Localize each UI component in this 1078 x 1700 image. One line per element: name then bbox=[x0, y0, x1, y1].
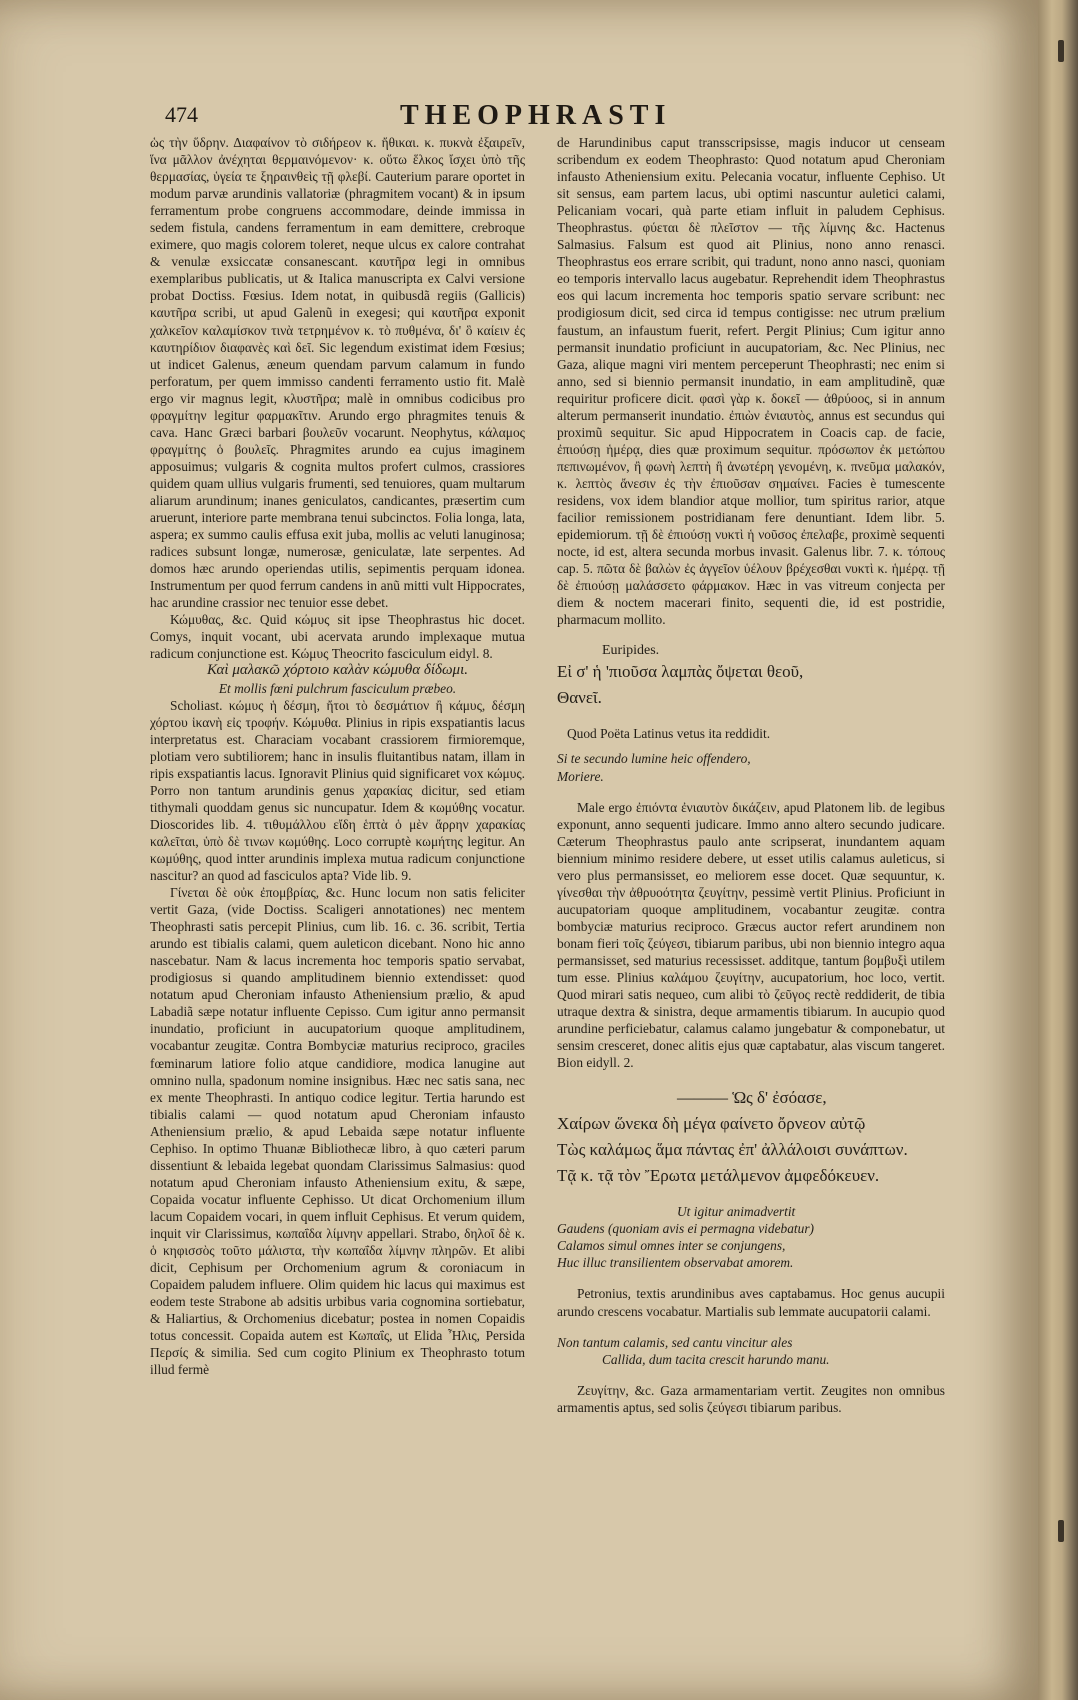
latin-verse: Moriere. bbox=[557, 768, 604, 784]
bion-greek-line: Τὼς καλάμως ἅμα πάντας ἐπ' ἀλλάλοισι συνάπτων. bbox=[557, 1140, 908, 1160]
page-header bbox=[165, 100, 995, 136]
paragraph: Ζευγίτην, &c. Gaza armamentariam vertit. Zeugites non omnibus armamentis aptus, sed solis ζεύγεσι tibiarum paribus. bbox=[557, 1382, 945, 1415]
bion-greek-line: ——— Ὡς δ' ἐσόασε, bbox=[677, 1088, 827, 1108]
latin-intro: Quod Poëta Latinus vetus ita reddidit. bbox=[567, 726, 771, 742]
bion-latin-line: Huc illuc transilientem observabat amorem. bbox=[557, 1255, 794, 1271]
paragraph: Γίνεται δὲ οὐκ ἐπομβρίας, &c. Hunc locum non satis feliciter vertit Gaza, (vide Doctiss. Scaligeri annotationes) nec mentem Theophrasti satis percepit Plinius, cum lib. 16. c. 36. scribit, Tertia arundo est tibialis calami, quem auleticon dicebant. Nono hic anno nascebatur. Nam & lacus incrementa hoc temporis spatio servabat, prodigiosus si quando amplitudinem biennio extendisset: quod notatum apud Cheroniam infausto Atheniensium prælio, & apud Labadiã sæpe notatur influente Cepisso. Cum igitur anno permansit inundatio, proficiunt in aucupatorium quoque amplitudinem, vocabantur zeugitæ. Contra Bombyciæ maturius reciproco, graciles fœminarum latiore folio atque candidiore, modica lanugine aut omnino nulla, spadonum nomine insignibus. Hæc nec satis sana, nec ex mente Theophrasti. In antiquo codice legitur. Tertia harundo est tibialis calami — quod notatum apud Cheroniam infausto Atheniensium prælio, & apud Lebaida sæpe notatur influente Cephiso. In optimo Thuanæ Bibliothecæ libro, à quo cæteri parum dissentiunt & lebaida legebat quondam Clarissimus Salmasius: quod notatum apud Cheroniam infausto Atheniensium exitu, & sæpe, Copaida vocatur influente Cephisso. Ut dicat Orchomenium illum lacum Copaidem vocari, in quem influit Cephisus. Et verum quidem, inquit vir Clarissimus, κωπαΐδα λίμνην appellari. Strabo, δηλοῖ δὲ κ. ὁ κηφισσὸς τοῦτο μάλιστα, τὴν κωπαΐδα λίμνην πληρῶν. Et alibi dicit, Cephisum per Orchomenium agrum & coroniacum in Copaidem paludem influere. Olim quidem hic lacus qui maximus est eodem teste Strabone ab adsitis urbibus varia cognomina sortiebatur, & Haliartius, & Orchomenius dicebatur; postea in nomen Copaidis totus concessit. Copaida autem est Κωπαΐς, ut Elida Ἦλις, Persida Περσίς & similia. Sed cum cogito Plinium ex Theophrasto totum illud fermè bbox=[150, 885, 525, 1378]
euripides-greek: Εἰ σ' ἡ 'πιοῦσα λαμπὰς ὄψεται θεοῦ, bbox=[557, 662, 804, 682]
bion-latin-line: Gaudens (quoniam avis ei permagna videbatur) bbox=[557, 1221, 814, 1237]
bion-greek-line: Τᾷ κ. τᾷ τὸν Ἔρωτα μετάλμενον ἀμφεδόκευεν. bbox=[557, 1166, 880, 1186]
verse-latin: Et mollis fœni pulchrum fasciculum præbeo. bbox=[218, 680, 457, 696]
left-column bbox=[150, 134, 525, 1378]
latin-verse: Si te secundo lumine heic offendero, bbox=[557, 751, 751, 767]
bion-greek-line: Χαίρων ὥνεκα δὴ μέγα φαίνετο ὄρνεον αὐτῷ bbox=[557, 1114, 866, 1134]
paragraph: Κώμυθας, &c. Quid κώμυς sit ipse Theophrastus hic docet. Comys, inquit vocant, ubi acervata arundo implexaque mutua radicum conjunctione est. Κώμυς Theocrito fasciculum eidyl. 8. bbox=[150, 612, 525, 662]
paragraph: Male ergo ἐπιόντα ἐνιαυτὸν δικάζειν, apud Platonem lib. de legibus exponunt, anno sequenti judicare. Immo anno altero secundo judicare. Cæterum Theophrastus paulo ante scripserat, inundantem aquam biennium minimo residere debere, ut esset utilis calamus auleticus, si vero plus permansisset, eo meliorem esse docet. Quæ sequuntur, κ. γίνεσθαι τὴν ἀθρυοότητα ζευγίτην, pessimè vertit Plinius. Proficiunt in aucupatoriam quoque amplitudinem, vocabantur zeugitæ. contra bombyciæ maturius reciproco. Græcus auctor refert arundinem non bonam fieri τοῖς ζεύγεσι, tibiarum paribus, ubi non biennio integro aqua permansisset, sed maturius recessisset. additque, tantum βομβυξὶ utilem tum esse. Plinius καλάμου ζευγίτην, aucupatorium, hoc loco, vertit. Quod mirari satis nequeo, cum alibi τὸ ζεῦγος rectè reddiderit, de tibia utraque dextra & sinistra, deque armamentis tibiarum. In aucupio quod arundine perficiebatur, calamus calamo jungebatur & componebatur, ut sensim cresceret, donec alitis ejus quæ captabatur, alas viscum tangeret. Bion eidyll. 2. bbox=[557, 799, 945, 1071]
edge-mark bbox=[1058, 40, 1064, 62]
euripides-greek: Θανεῖ. bbox=[557, 688, 602, 708]
paragraph: Petronius, textis arundinibus aves captabamus. Hoc genus aucupii arundo crescens vocabatur. Martialis sub lemmate aucupatorii calami. bbox=[557, 1286, 945, 1319]
martial-line: Callida, dum tacita crescit harundo manu. bbox=[602, 1351, 830, 1367]
edge-mark bbox=[1058, 1520, 1064, 1542]
right-column bbox=[557, 134, 945, 1416]
paragraph: de Harundinibus caput transscripsisse, magis inducor ut censeam scribendum ex eodem Theophrasto: Quod notatum apud Cheroniam infausto Atheniensium exitu. Pelecania vocatur, influente Cephiso. Ut sit sensus, eam partem lacus, ubi optimi nascuntur auletici calami, Pelicaniam vocari, quà parte etiam influit in paludem Cephisus. Theophrastus. φύεται δὲ πλεῖστον — τῆς λίμνης &c. Hactenus Salmasius. Falsum est quod ait Plinius, nono anno renasci. Theophrastus eos errare scribit, qui tradunt, nono anno nasci, quoniam eo temporis intervallo lacus augebatur. Reprehendit idem Theophrastus eos qui lacum incrementa hoc temporis spatio servare scribunt: nec prodigiosum dicit, sed circa id tempus contigisse: nec utrum prælium faustum, an infaustum fuerit, refert. Pergit Plinius; Cum igitur anno permansit inundatio proficiunt in aucupatoriam, &c. Nec Plinius, nec Gaza, alique magni viri mentem perceperunt Theophrasti; nec enim si anno, sed si biennio permansit inundatio, in eam amplitudinẽ, quæ requiritur proficere dicit. φασὶ γὰρ κ. δοκεῖ — ἀθρύοος, si in annum alterum permanserit inundatio. ἐπιὼν ἐνιαυτὸς, annus est secundus qui proximũ sequitur. Sic apud Hippocratem in Coacis cap. de facie, ἐπιούσῃ ἡμέρᾳ, dies quæ proximum sequitur. πρόσωπον ἐκ μετώπου πεπινωμένον, ἢ φωνὴ λεπτὴ ἢ ἀνωτέρη γενομένη, κ. πνεῦμα μαλακόν, κ. λεπτὸς ἄνεσιν ἐς τὴν ἐπιοῦσαν σημαίνει. Facies è tumescente residens, vox idem blandior atque mollior, tum spiritus rarior, atque facilior remissionem postridianam fere denuntiant. Idem libr. 5. epidemiorum. τῇ δὲ ἐπιούσῃ νυκτὶ ἡ νοῦσος ἐπελαβε, proximè sequenti nocte, id est, altera secunda morbus invasit. Galenus libr. 7. κ. τόπους cap. 5. πῶτα δὲ βαλὼν ἐς ἀγγεῖον ὑέλουν βρέχεσθαι νυκτὶ κ. ἡμέρᾳ. τῇ δὲ ἐπιούσῃ μαλάσσετο φάρμακον. Hæc in vas vitreum conjecta per diem & noctem macerari finito, sequenti die, id est postridie, pharmacum mollito. bbox=[557, 135, 945, 628]
euripides-label: Euripides. bbox=[602, 643, 660, 659]
bion-latin-line: Calamos simul omnes inter se conjungens, bbox=[557, 1238, 786, 1254]
page-number: 474 bbox=[165, 102, 198, 127]
paragraph: ὡς τὴν ὕδρην. Διαφαίνον τὸ σιδήρεον κ. ἤθικαι. κ. πυκνὰ ἐξαιρεῖν, ἵνα μᾶλλον ἀνέχηται θερμαινόμενον· κ. οὕτω ἕλκος ἴσχει ὑπὸ τῆς θερμασίας, ὑγεία τε ξηραινθεὶς τῇ φλεβί. Cauterium parare oportet in modum parvæ arundinis vallatoriæ (phragmitem vocant) & in ipsum ferramentum probe congruens accommodare, deinde immissa in sedem fistula, candens ferramentum in eam demittere, crebroque eximere, quo magis colorem toleret, neque ulcus ex calore contrahat & venulæ exsiccatæ consanescant. καυτῆρα legi in omnibus exemplaribus publicatis, ut & Italica manuscripta ex Calvi versione probat Doctiss. Fœsius. Idem notat, in quibusdã regiis (Gallicis) καυτῆρα scribi, ut apud Galenũ in exegesi; qui καυτῆρα exponit χαλκεῖον καλαμίσκον τινὰ τετρημένον κ. τὸ πυθμένα, δι' ὃ καίειν ἐς καυτηρίδιον διαφανὲς καὶ δεῖ. Sic legendum existimat idem Fœsius; ut indicet Galenus, æneum quendam parvum calamum in fundo perforatum, per quem immisso candenti ferramento ustio fit. Malè ergo vir magnus legit, κλυστῆρα; malè in omnibus codicibus pro φραγμίτην legitur φαρμακῖτιν. Arundo ergo phragmites tenuis & cava. Hanc Græci barbari βουλεῦν vocarunt. Neophytus, κάλαμος φραγμίτης ὁ βουλεῖς. Phragmites arundo ea cujus imaginem apposuimus; vulgaris & cognita multos profert culmos, crassiores quidem quam ullius vulgaris frumenti, sed tenuiores, quam multarum aliarum arundinum; inanes geniculatos, candicantes, præsertim cum aruerunt, interiore parte membrana tenui subcinctos. Folia longa, lata, aspera; ex summo caulis effusa exit juba, mollis ac veluti lanuginosa; radices subsunt longæ, numerosæ, geniculatæ, late serpentes. Ad domos hæc arundo operiendas utilis, sepimentis perquam idonea. Instrumentum per quod ferrum candens in anũ mitti vult Hippocrates, hac arundine crassior nec tenuior esse debet. bbox=[150, 135, 525, 611]
bion-latin-line: Ut igitur animadvertit bbox=[677, 1204, 796, 1220]
paragraph: Scholiast. κώμυς ἡ δέσμη, ἤτοι τὸ δεσμάτιον ἢ κάμυς, δέσμη χόρτου ἱκανὴ εἰς τροφήν. Κώμυθα. Plinius in ripis exspatiantis lacus interpretatus est. Characiam vocabant crassiorem firmioremque, plotiam vero subtiliorem; hanc in insulis fluitantibus natam, illam in ripis exspatiantis lacus. Ignoravit Plinius quid significaret vox κώμυς. Porro non tantum arundinis genus χαρακίας dicitur, sed etiam tithymali quoddam genus sic nuncupatur. Idem & κωμύθης vocatur. Dioscorides lib. 4. τιθυμάλλου εἴδη ἑπτὰ ὁ μὲν ἄρρην χαρακίας καλεῖται, ὑπὸ δὲ τινων κωμύθης. Loco corruptè κωμήτης legitur. An κωμύθης, quod intter arundinis implexa mutua radicum conjunctione nascitur? an quod ad fasciculos apta? Vide lib. 9. bbox=[150, 697, 525, 884]
running-title: THEOPHRASTI bbox=[400, 100, 672, 131]
verse-greek: Καὶ μαλακῶ χόρτοιο καλὰν κώμυθα δίδωμι. bbox=[206, 662, 469, 679]
martial-line: Non tantum calamis, sed cantu vincitur ales bbox=[557, 1334, 793, 1350]
page-edge bbox=[1038, 0, 1078, 1700]
